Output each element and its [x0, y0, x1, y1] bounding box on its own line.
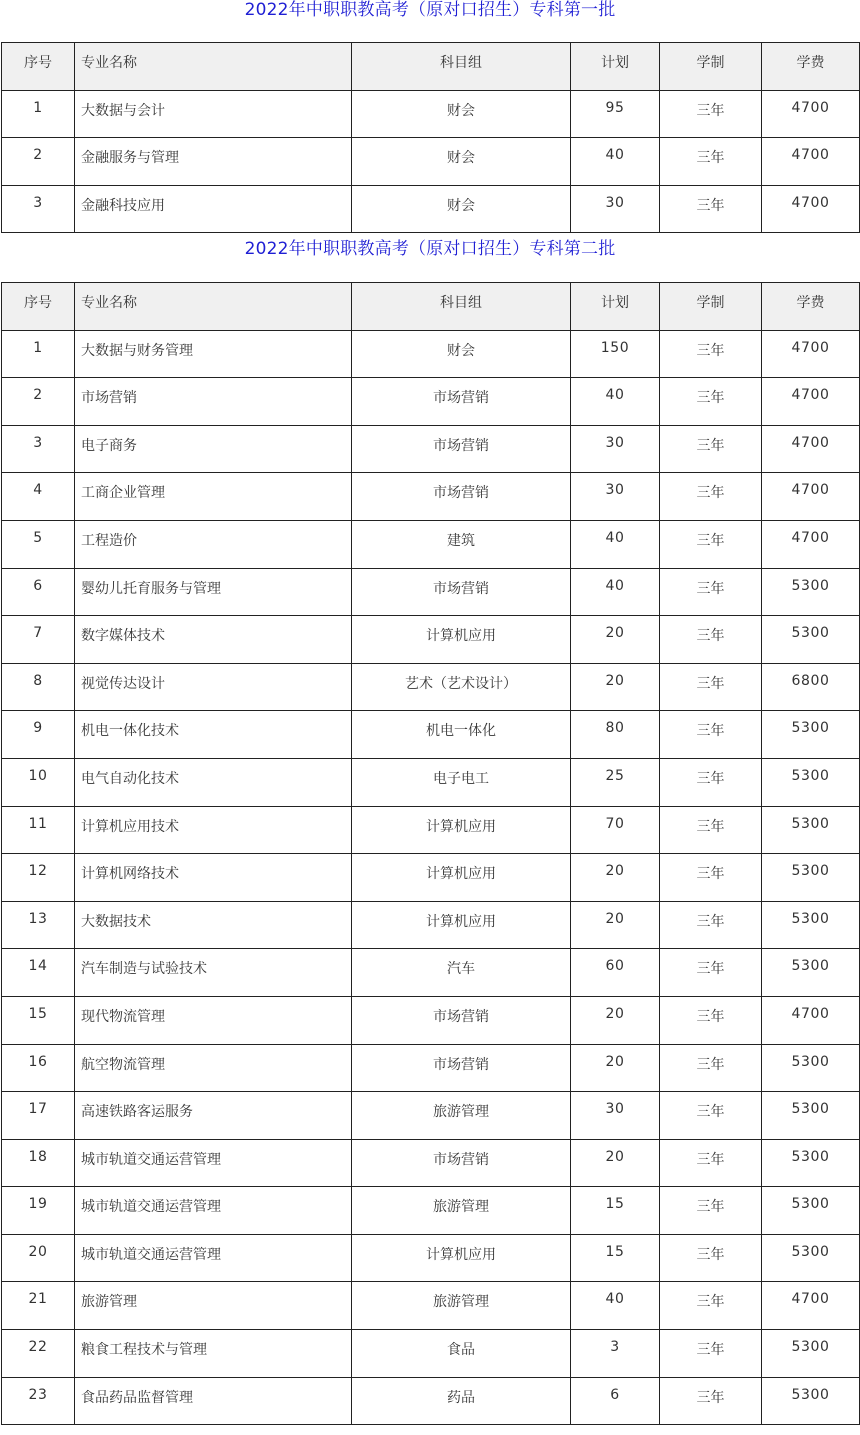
cell-name: 计算机应用技术: [75, 806, 352, 854]
header-subject: 科目组: [352, 283, 571, 331]
table-row: [2, 330, 860, 378]
table-row: [2, 520, 860, 568]
cell-subject: 电子电工: [352, 758, 571, 806]
cell-years: 三年: [660, 1044, 762, 1092]
header-plan: 计划: [571, 43, 660, 91]
header-fee: 学费: [762, 43, 860, 91]
cell-plan: 40: [571, 568, 660, 616]
cell-fee: 5300: [762, 1330, 860, 1378]
cell-plan: 20: [571, 616, 660, 664]
table-row: [2, 663, 860, 711]
cell-years: 三年: [660, 1282, 762, 1330]
cell-subject: 计算机应用: [352, 854, 571, 902]
cell-subject: 市场营销: [352, 378, 571, 426]
cell-fee: 5300: [762, 949, 860, 997]
cell-fee: 5300: [762, 1139, 860, 1187]
cell-years: 三年: [660, 996, 762, 1044]
cell-no: 4: [2, 473, 75, 521]
table-row: [2, 1044, 860, 1092]
cell-plan: 20: [571, 901, 660, 949]
cell-name: 工程造价: [75, 520, 352, 568]
cell-no: 20: [2, 1234, 75, 1282]
cell-name: 视觉传达设计: [75, 663, 352, 711]
table-row: [2, 1282, 860, 1330]
cell-subject: 财会: [352, 330, 571, 378]
cell-no: 23: [2, 1377, 75, 1425]
cell-plan: 15: [571, 1234, 660, 1282]
table-row: [2, 711, 860, 759]
table-row: [2, 758, 860, 806]
cell-subject: 市场营销: [352, 425, 571, 473]
cell-plan: 3: [571, 1330, 660, 1378]
cell-name: 计算机网络技术: [75, 854, 352, 902]
table-row: [2, 1139, 860, 1187]
cell-years: 三年: [660, 1187, 762, 1235]
header-years: 学制: [660, 283, 762, 331]
table-row: [2, 138, 860, 186]
cell-no: 2: [2, 138, 75, 186]
table-row: [2, 949, 860, 997]
cell-name: 粮食工程技术与管理: [75, 1330, 352, 1378]
cell-name: 城市轨道交通运营管理: [75, 1187, 352, 1235]
table-row: [2, 854, 860, 902]
table-row: [2, 901, 860, 949]
cell-no: 3: [2, 185, 75, 233]
cell-no: 5: [2, 520, 75, 568]
header-plan: 计划: [571, 283, 660, 331]
table-row: [2, 378, 860, 426]
cell-fee: 4700: [762, 520, 860, 568]
cell-fee: 5300: [762, 1234, 860, 1282]
table-row: [2, 806, 860, 854]
cell-years: 三年: [660, 806, 762, 854]
table-row: [2, 1234, 860, 1282]
cell-fee: 4700: [762, 90, 860, 138]
header-no: 序号: [2, 43, 75, 91]
cell-no: 14: [2, 949, 75, 997]
cell-no: 9: [2, 711, 75, 759]
header-years: 学制: [660, 43, 762, 91]
table-row: [2, 996, 860, 1044]
cell-fee: 5300: [762, 1377, 860, 1425]
cell-fee: 4700: [762, 425, 860, 473]
cell-no: 12: [2, 854, 75, 902]
cell-subject: 财会: [352, 90, 571, 138]
cell-years: 三年: [660, 1330, 762, 1378]
cell-name: 工商企业管理: [75, 473, 352, 521]
cell-plan: 60: [571, 949, 660, 997]
cell-plan: 70: [571, 806, 660, 854]
table-row: [2, 1377, 860, 1425]
section-title-batch-1: 2022年中职职教高考（原对口招生）专科第一批: [244, 0, 616, 20]
cell-fee: 4700: [762, 138, 860, 186]
header-fee: 学费: [762, 283, 860, 331]
cell-subject: 市场营销: [352, 1139, 571, 1187]
cell-no: 1: [2, 330, 75, 378]
cell-no: 1: [2, 90, 75, 138]
cell-fee: 5300: [762, 901, 860, 949]
cell-subject: 旅游管理: [352, 1092, 571, 1140]
cell-years: 三年: [660, 1139, 762, 1187]
cell-name: 金融科技应用: [75, 185, 352, 233]
cell-subject: 旅游管理: [352, 1187, 571, 1235]
header-no: 序号: [2, 283, 75, 331]
cell-fee: 6800: [762, 663, 860, 711]
cell-fee: 5300: [762, 1092, 860, 1140]
header-name: 专业名称: [75, 283, 352, 331]
cell-name: 市场营销: [75, 378, 352, 426]
cell-no: 2: [2, 378, 75, 426]
cell-name: 城市轨道交通运营管理: [75, 1234, 352, 1282]
cell-subject: 市场营销: [352, 1044, 571, 1092]
cell-name: 机电一体化技术: [75, 711, 352, 759]
cell-fee: 4700: [762, 1282, 860, 1330]
table-row: [2, 185, 860, 233]
cell-no: 15: [2, 996, 75, 1044]
cell-plan: 15: [571, 1187, 660, 1235]
cell-name: 现代物流管理: [75, 996, 352, 1044]
cell-years: 三年: [660, 758, 762, 806]
cell-plan: 20: [571, 663, 660, 711]
section-title-batch-2: 2022年中职职教高考（原对口招生）专科第二批: [244, 239, 616, 259]
cell-fee: 5300: [762, 1044, 860, 1092]
cell-name: 汽车制造与试验技术: [75, 949, 352, 997]
cell-subject: 旅游管理: [352, 1282, 571, 1330]
cell-years: 三年: [660, 663, 762, 711]
cell-no: 22: [2, 1330, 75, 1378]
header-subject: 科目组: [352, 43, 571, 91]
table-row: [2, 568, 860, 616]
cell-years: 三年: [660, 1092, 762, 1140]
cell-plan: 30: [571, 185, 660, 233]
cell-years: 三年: [660, 711, 762, 759]
cell-years: 三年: [660, 425, 762, 473]
cell-subject: 财会: [352, 185, 571, 233]
cell-plan: 95: [571, 90, 660, 138]
cell-years: 三年: [660, 473, 762, 521]
cell-fee: 4700: [762, 378, 860, 426]
cell-plan: 40: [571, 520, 660, 568]
cell-plan: 6: [571, 1377, 660, 1425]
cell-fee: 4700: [762, 185, 860, 233]
cell-subject: 艺术（艺术设计）: [352, 663, 571, 711]
cell-years: 三年: [660, 138, 762, 186]
cell-fee: 5300: [762, 806, 860, 854]
cell-subject: 计算机应用: [352, 806, 571, 854]
cell-name: 城市轨道交通运营管理: [75, 1139, 352, 1187]
cell-subject: 机电一体化: [352, 711, 571, 759]
cell-name: 大数据与会计: [75, 90, 352, 138]
cell-plan: 20: [571, 1044, 660, 1092]
cell-no: 7: [2, 616, 75, 664]
table-row: [2, 1092, 860, 1140]
cell-name: 数字媒体技术: [75, 616, 352, 664]
cell-no: 16: [2, 1044, 75, 1092]
table-row: [2, 1187, 860, 1235]
cell-years: 三年: [660, 520, 762, 568]
table-row: [2, 473, 860, 521]
cell-fee: 4700: [762, 330, 860, 378]
cell-no: 19: [2, 1187, 75, 1235]
cell-name: 大数据与财务管理: [75, 330, 352, 378]
cell-name: 旅游管理: [75, 1282, 352, 1330]
enrollment-table-batch-1: [1, 42, 860, 233]
cell-subject: 计算机应用: [352, 901, 571, 949]
cell-plan: 30: [571, 1092, 660, 1140]
cell-years: 三年: [660, 568, 762, 616]
cell-years: 三年: [660, 949, 762, 997]
table-header-row: [2, 43, 860, 91]
cell-name: 大数据技术: [75, 901, 352, 949]
cell-plan: 40: [571, 138, 660, 186]
cell-no: 13: [2, 901, 75, 949]
header-name: 专业名称: [75, 43, 352, 91]
cell-subject: 食品: [352, 1330, 571, 1378]
cell-name: 电气自动化技术: [75, 758, 352, 806]
enrollment-table-batch-2: [1, 282, 860, 1425]
cell-plan: 20: [571, 1139, 660, 1187]
cell-plan: 20: [571, 996, 660, 1044]
table-row: [2, 90, 860, 138]
cell-name: 高速铁路客运服务: [75, 1092, 352, 1140]
cell-no: 3: [2, 425, 75, 473]
cell-plan: 30: [571, 425, 660, 473]
cell-no: 10: [2, 758, 75, 806]
table-row: [2, 425, 860, 473]
cell-subject: 市场营销: [352, 568, 571, 616]
cell-name: 金融服务与管理: [75, 138, 352, 186]
cell-subject: 计算机应用: [352, 616, 571, 664]
cell-years: 三年: [660, 1377, 762, 1425]
cell-years: 三年: [660, 378, 762, 426]
cell-name: 航空物流管理: [75, 1044, 352, 1092]
cell-no: 8: [2, 663, 75, 711]
cell-fee: 5300: [762, 1187, 860, 1235]
cell-fee: 5300: [762, 711, 860, 759]
cell-subject: 计算机应用: [352, 1234, 571, 1282]
cell-no: 11: [2, 806, 75, 854]
cell-subject: 汽车: [352, 949, 571, 997]
cell-no: 18: [2, 1139, 75, 1187]
cell-subject: 市场营销: [352, 996, 571, 1044]
cell-years: 三年: [660, 901, 762, 949]
table-row: [2, 1330, 860, 1378]
cell-years: 三年: [660, 330, 762, 378]
cell-subject: 建筑: [352, 520, 571, 568]
cell-plan: 80: [571, 711, 660, 759]
cell-fee: 5300: [762, 758, 860, 806]
cell-plan: 150: [571, 330, 660, 378]
cell-name: 婴幼儿托育服务与管理: [75, 568, 352, 616]
cell-years: 三年: [660, 854, 762, 902]
cell-subject: 财会: [352, 138, 571, 186]
cell-years: 三年: [660, 616, 762, 664]
cell-fee: 4700: [762, 996, 860, 1044]
cell-subject: 市场营销: [352, 473, 571, 521]
cell-no: 21: [2, 1282, 75, 1330]
cell-years: 三年: [660, 185, 762, 233]
cell-subject: 药品: [352, 1377, 571, 1425]
cell-fee: 5300: [762, 616, 860, 664]
table-header-row: [2, 283, 860, 331]
cell-years: 三年: [660, 1234, 762, 1282]
cell-plan: 40: [571, 1282, 660, 1330]
cell-name: 食品药品监督管理: [75, 1377, 352, 1425]
cell-fee: 4700: [762, 473, 860, 521]
cell-no: 17: [2, 1092, 75, 1140]
cell-plan: 30: [571, 473, 660, 521]
cell-plan: 20: [571, 854, 660, 902]
cell-fee: 5300: [762, 568, 860, 616]
cell-name: 电子商务: [75, 425, 352, 473]
cell-plan: 40: [571, 378, 660, 426]
cell-plan: 25: [571, 758, 660, 806]
cell-no: 6: [2, 568, 75, 616]
table-row: [2, 616, 860, 664]
cell-fee: 5300: [762, 854, 860, 902]
cell-years: 三年: [660, 90, 762, 138]
